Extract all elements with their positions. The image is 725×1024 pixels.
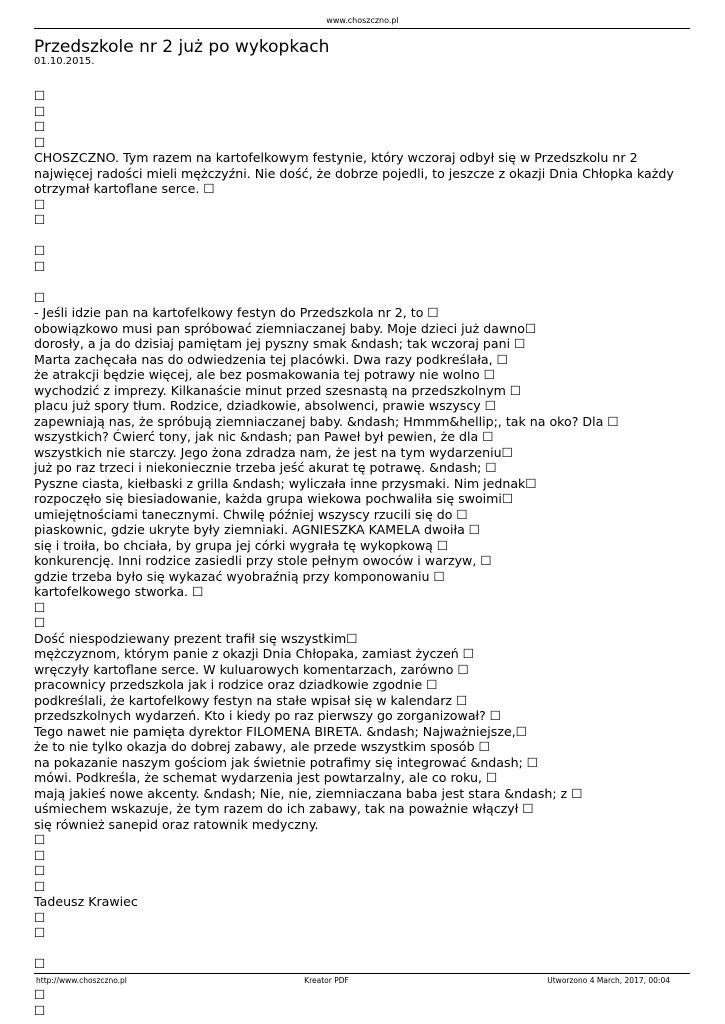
text-line: ☐ bbox=[34, 119, 46, 134]
text-line: że to nie tylko okazja do dobrej zabawy, ale przede wszystkim sposób ☐ bbox=[34, 739, 490, 754]
text-line: uśmiechem wskazuje, że tym razem do ich zabawy, tak na poważnie włączył ☐ bbox=[34, 801, 534, 816]
footer-url: http://www.choszczno.pl bbox=[36, 976, 127, 985]
footer-generator: Kreator PDF bbox=[304, 976, 349, 985]
text-line: konkurencję. Inni rodzice zasiedli przy stole pełnym owoców i warzyw, ☐ bbox=[34, 553, 492, 568]
text-line: ☐ bbox=[34, 909, 46, 925]
text-line: obowiązkowo musi pan spróbować ziemniaczanej baby. Moje dzieci już dawno☐ bbox=[34, 320, 537, 336]
text-line: ☐ bbox=[34, 88, 46, 103]
text-line: Tadeusz Krawiec bbox=[34, 894, 138, 909]
text-line: ☐ bbox=[34, 243, 46, 258]
text-line: podkreślali, że kartofelkowy festyn na stałe wpisał się w kalendarz ☐ bbox=[34, 692, 468, 708]
header-site-url: www.choszczno.pl bbox=[326, 16, 399, 25]
text-line: ☐ bbox=[34, 925, 46, 940]
footer-divider bbox=[34, 973, 690, 974]
text-line: na pokazanie naszym gościom jak świetnie potrafimy się integrować &ndash; ☐ bbox=[34, 754, 539, 770]
text-line: ☐ bbox=[34, 832, 46, 847]
text-line: ☐ bbox=[34, 134, 46, 150]
text-line: wszystkich nie starczy. Jego żona zdradza nam, że jest na tym wydarzeniu☐ bbox=[34, 444, 513, 460]
text-line: wychodzić z imprezy. Kilkanaście minut przed szesnastą na przedszkolnym ☐ bbox=[34, 382, 522, 398]
text-line: ☐ bbox=[34, 212, 46, 227]
text-line: że atrakcji będzie więcej, ale bez posmakowania tej potrawy nie wolno ☐ bbox=[34, 367, 495, 382]
text-line: najwięcej radości mieli mężczyźni. Nie dość, że dobrze pojedli, to jeszcze z okazji Dnia Chłopka każdy bbox=[34, 165, 674, 181]
text-line: mówi. Podkreśla, że schemat wydarzenia jest powtarzalny, ale co roku, ☐ bbox=[34, 770, 498, 785]
text-line: kartofelkowego stworka. ☐ bbox=[34, 584, 204, 599]
text-line: wszystkich? Ćwierć tony, jak nic &ndash; pan Paweł był pewien, że dla ☐ bbox=[34, 429, 494, 444]
text-line: Marta zachęcała nas do odwiedzenia tej placówki. Dwa razy podkreślała, ☐ bbox=[34, 351, 508, 367]
text-line: ☐ bbox=[34, 847, 46, 863]
text-line: ☐ bbox=[34, 289, 46, 305]
text-line: dorosły, a ja do dzisiaj pamiętam jej pyszny smak &ndash; tak wczoraj pani ☐ bbox=[34, 336, 526, 351]
text-line: Tego nawet nie pamięta dyrektor FILOMENA BIRETA. &ndash; Najważniejsze,☐ bbox=[34, 723, 528, 739]
text-line: piaskownic, gdzie ukryte były ziemniaki. AGNIESZKA KAMELA dwoiła ☐ bbox=[34, 522, 481, 537]
text-line: się i troiła, bo chciała, by grupa jej córki wygrała tę wykopkową ☐ bbox=[34, 537, 449, 553]
text-line: otrzymał kartoflane serce. ☐ bbox=[34, 181, 215, 196]
text-line: Dość niespodziewany prezent trafił się wszystkim☐ bbox=[34, 630, 358, 646]
header-divider bbox=[34, 28, 690, 29]
text-line: placu już spory tłum. Rodzice, dziadkowie, absolwenci, prawie wszyscy ☐ bbox=[34, 398, 497, 413]
text-line: Pyszne ciasta, kiełbaski z grilla &ndash; wyliczała inne przysmaki. Nim jednak☐ bbox=[34, 475, 537, 491]
text-line: mają jakieś nowe akcenty. &ndash; Nie, nie, ziemniaczana baba jest stara &ndash; z ☐ bbox=[34, 785, 583, 801]
text-line: rozpoczęło się biesiadowanie, każda grupa wiekowa pochwaliła się swoimi☐ bbox=[34, 491, 514, 506]
text-line: ☐ bbox=[34, 258, 46, 274]
blank-line bbox=[34, 274, 694, 290]
text-line: ☐ bbox=[34, 956, 46, 971]
text-line: mężczyznom, którym panie z okazji Dnia Chłopaka, zamiast życzeń ☐ bbox=[34, 646, 475, 661]
text-line: ☐ bbox=[34, 987, 46, 1002]
blank-line bbox=[34, 228, 694, 244]
text-line: ☐ bbox=[34, 878, 46, 894]
article-date: 01.10.2015. bbox=[34, 56, 95, 67]
footer-created: Utworzono 4 March, 2017, 00:04 bbox=[547, 976, 670, 985]
text-line: ☐ bbox=[34, 599, 46, 615]
text-line: gdzie trzeba było się wykazać wyobraźnią przy komponowaniu ☐ bbox=[34, 568, 445, 584]
article-title: Przedszkole nr 2 już po wykopkach bbox=[34, 37, 330, 57]
article-body bbox=[34, 88, 694, 1018]
text-line: ☐ bbox=[34, 196, 46, 212]
text-line: się również sanepid oraz ratownik medyczny. bbox=[34, 816, 319, 832]
text-line: ☐ bbox=[34, 615, 46, 630]
text-line: CHOSZCZNO. Tym razem na kartofelkowym festynie, który wczoraj odbył się w Przedszkolu nr 2 bbox=[34, 150, 638, 165]
text-line: ☐ bbox=[34, 103, 46, 119]
text-line: - Jeśli idzie pan na kartofelkowy festyn do Przedszkola nr 2, to ☐ bbox=[34, 305, 439, 320]
text-line: ☐ bbox=[34, 1002, 46, 1018]
text-line: ☐ bbox=[34, 863, 46, 878]
text-line: już po raz trzeci i niekoniecznie trzeba jeść akurat tę potrawę. &ndash; ☐ bbox=[34, 460, 497, 475]
text-line: zapewniają nas, że spróbują ziemniaczanej baby. &ndash; Hmmm&hellip;, tak na oko? Dla ☐ bbox=[34, 413, 619, 429]
text-line: wręczyły kartoflane serce. W kuluarowych komentarzach, zarówno ☐ bbox=[34, 661, 469, 677]
text-line: pracownicy przedszkola jak i rodzice oraz dziadkowie zgodnie ☐ bbox=[34, 677, 438, 692]
text-line: umiejętnościami tanecznymi. Chwilę później wszyscy rzucili się do ☐ bbox=[34, 506, 468, 522]
text-line: przedszkolnych wydarzeń. Kto i kiedy po raz pierwszy go zorganizował? ☐ bbox=[34, 708, 502, 723]
blank-line bbox=[34, 941, 694, 957]
